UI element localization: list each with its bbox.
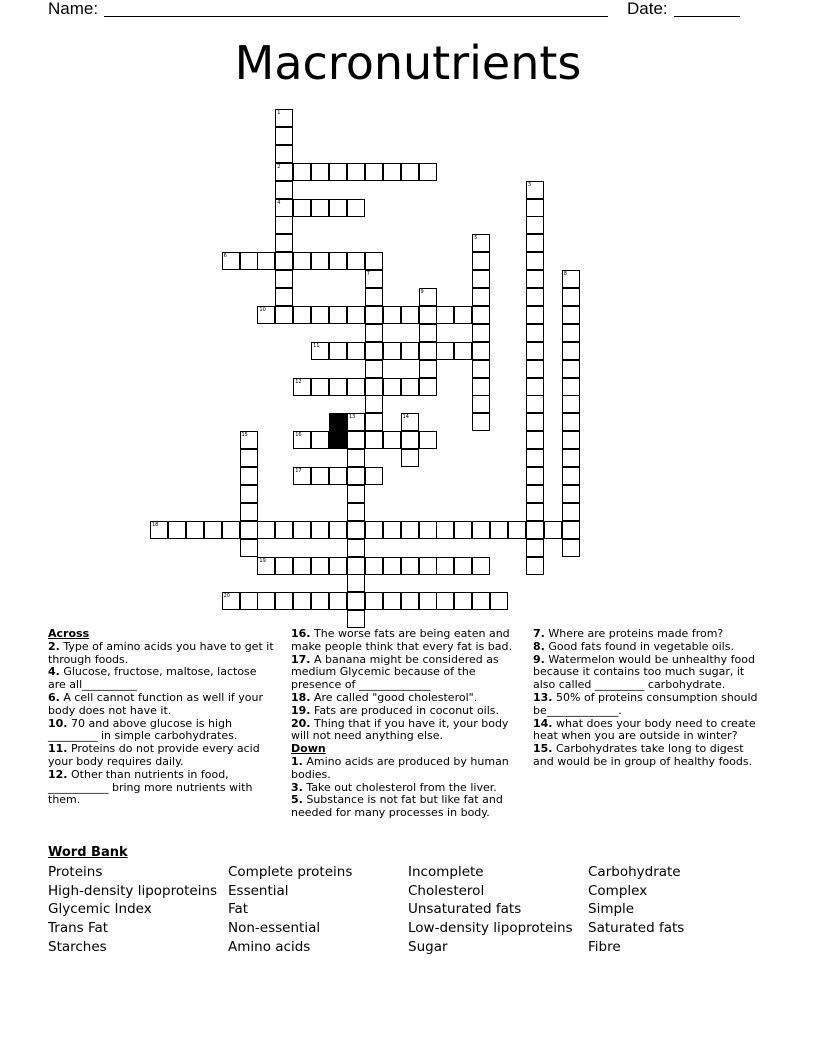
grid-cell[interactable] [275, 270, 293, 288]
grid-cell[interactable] [347, 592, 365, 610]
grid-cell[interactable] [347, 252, 365, 270]
grid-cell[interactable] [329, 378, 347, 396]
clue-number: 7. [533, 627, 545, 640]
grid-cell[interactable] [383, 163, 401, 181]
grid-cell[interactable] [419, 431, 437, 449]
grid-cell[interactable] [257, 521, 275, 539]
clues-column-2 [291, 628, 521, 820]
grid-cell[interactable] [347, 306, 365, 324]
grid-cell[interactable] [347, 521, 365, 539]
grid-cell[interactable] [347, 378, 365, 396]
grid-cell[interactable] [383, 378, 401, 396]
grid-cell[interactable] [257, 592, 275, 610]
down-clue-7: 7. Where are proteins made from? [533, 627, 724, 640]
clue-number: 14. [533, 716, 553, 730]
clue-number: 19. [291, 703, 311, 717]
grid-cell[interactable] [419, 288, 437, 306]
word-bank-item: Starches [48, 939, 107, 955]
grid-cell[interactable] [365, 163, 383, 181]
word-bank-item: Fibre [588, 939, 621, 955]
grid-cell[interactable] [257, 557, 275, 575]
grid-cell[interactable] [526, 467, 544, 485]
clue-number: 20. [291, 716, 311, 730]
grid-cell[interactable] [365, 342, 383, 360]
grid-cell[interactable] [472, 342, 490, 360]
grid-cell[interactable] [383, 557, 401, 575]
grid-cell[interactable] [472, 270, 490, 288]
word-bank-item: Trans Fat [48, 920, 109, 936]
grid-cell[interactable] [526, 449, 544, 467]
grid-cell[interactable] [526, 181, 544, 199]
grid-cell[interactable] [347, 449, 365, 467]
grid-cell[interactable] [347, 557, 365, 575]
grid-cell[interactable] [329, 199, 347, 217]
grid-cell[interactable] [526, 342, 544, 360]
grid-cell[interactable] [275, 252, 293, 270]
grid-cell[interactable] [544, 521, 562, 539]
grid-cell[interactable] [526, 539, 544, 557]
grid-cell[interactable] [329, 163, 347, 181]
black-cell [329, 431, 347, 449]
grid-cell[interactable] [490, 592, 508, 610]
grid-cell[interactable] [150, 521, 168, 539]
clue-number: 13. [533, 690, 553, 704]
cell-number: 9 [420, 289, 424, 295]
word-bank-item: Sugar [408, 939, 448, 955]
word-bank-title: Word Bank [48, 845, 128, 860]
grid-cell[interactable] [562, 503, 580, 521]
across-clue-11: 11. Proteins do not provide every acid your body requires daily. [48, 742, 260, 768]
grid-cell[interactable] [526, 360, 544, 378]
grid-cell[interactable] [472, 413, 490, 431]
grid-cell[interactable] [293, 431, 311, 449]
grid-cell[interactable] [419, 521, 437, 539]
clue-number: 11. [48, 742, 68, 756]
grid-cell[interactable] [526, 395, 544, 413]
grid-cell[interactable] [526, 378, 544, 396]
grid-cell[interactable] [347, 199, 365, 217]
grid-cell[interactable] [222, 592, 240, 610]
down-clue-15: 15. Carbohydrates take long to digest and would be in group of healthy foods. [533, 742, 753, 768]
grid-cell[interactable] [562, 467, 580, 485]
grid-cell[interactable] [347, 503, 365, 521]
grid-cell[interactable] [454, 342, 472, 360]
clue-number: 9. [533, 652, 545, 666]
cell-number: 16 [295, 432, 302, 439]
grid-cell[interactable] [257, 252, 275, 270]
word-bank-item: Glycemic Index [48, 901, 152, 917]
word-bank-item: Fat [228, 901, 249, 917]
grid-cell[interactable] [275, 127, 293, 145]
grid-cell[interactable] [347, 413, 365, 431]
grid-cell[interactable] [508, 521, 526, 539]
word-bank-item: Cholesterol [408, 883, 485, 899]
grid-cell[interactable] [293, 521, 311, 539]
grid-cell[interactable] [436, 557, 454, 575]
grid-cell[interactable] [562, 288, 580, 306]
cell-number: 12 [295, 378, 302, 385]
grid-cell[interactable] [293, 306, 311, 324]
grid-cell[interactable] [365, 592, 383, 610]
grid-cell[interactable] [365, 395, 383, 413]
grid-cell[interactable] [454, 521, 472, 539]
cell-number: 11 [313, 342, 320, 349]
word-bank-item: Complex [588, 883, 648, 899]
grid-cell[interactable] [311, 592, 329, 610]
grid-cell[interactable] [329, 252, 347, 270]
grid-cell[interactable] [275, 216, 293, 234]
grid-cell[interactable] [293, 163, 311, 181]
grid-cell[interactable] [472, 378, 490, 396]
across-heading: Across [48, 627, 90, 640]
grid-cell[interactable] [401, 306, 419, 324]
grid-cell[interactable] [329, 521, 347, 539]
grid-cell[interactable] [454, 306, 472, 324]
grid-cell[interactable] [275, 145, 293, 163]
grid-cell[interactable] [490, 521, 508, 539]
word-bank-item: Non-essential [228, 920, 321, 936]
grid-cell[interactable] [293, 592, 311, 610]
grid-cell[interactable] [275, 199, 293, 217]
grid-cell[interactable] [472, 521, 490, 539]
grid-cell[interactable] [472, 592, 490, 610]
grid-cell[interactable] [401, 521, 419, 539]
grid-cell[interactable] [293, 467, 311, 485]
down-clue-3: 3. Take out cholesterol from the liver. [291, 780, 497, 794]
across-clue-20: 20. Thing that if you have it, your body will not need anything else. [291, 716, 509, 743]
grid-cell[interactable] [472, 234, 490, 252]
grid-cell[interactable] [472, 360, 490, 378]
grid-cell[interactable] [275, 592, 293, 610]
grid-cell[interactable] [275, 557, 293, 575]
grid-cell[interactable] [526, 216, 544, 234]
grid-cell[interactable] [401, 378, 419, 396]
grid-cell[interactable] [472, 395, 490, 413]
grid-cell[interactable] [383, 431, 401, 449]
grid-cell[interactable] [257, 306, 275, 324]
grid-cell[interactable] [562, 413, 580, 431]
grid-cell[interactable] [275, 521, 293, 539]
grid-cell[interactable] [472, 288, 490, 306]
grid-cell[interactable] [472, 324, 490, 342]
cell-number: 7 [366, 271, 370, 278]
grid-cell[interactable] [365, 521, 383, 539]
cell-number: 13 [348, 414, 356, 421]
grid-cell[interactable] [472, 306, 490, 324]
cell-number: 20 [223, 593, 230, 600]
grid-cell[interactable] [419, 378, 437, 396]
cell-number: 15 [241, 432, 248, 439]
cell-number: 6 [223, 253, 227, 260]
grid-cell[interactable] [329, 467, 347, 485]
grid-cell[interactable] [347, 342, 365, 360]
grid-cell[interactable] [347, 574, 365, 592]
cell-number: 1 [277, 110, 281, 116]
grid-cell[interactable] [419, 360, 437, 378]
across-clue-17: 17. A banana might be considered as medium Glycemic because of the presence of _____________ [291, 652, 499, 692]
grid-cell[interactable] [562, 342, 580, 360]
grid-cell[interactable] [436, 342, 454, 360]
grid-cell[interactable] [419, 163, 437, 181]
grid-cell[interactable] [311, 467, 329, 485]
grid-cell[interactable] [347, 431, 365, 449]
across-clue-16: 16. The worse fats are being eaten and make people think that every fat is bad. [291, 627, 512, 653]
across-clue-10: 10. 70 and above glucose is high _________ in simple carbohydrates. [48, 716, 238, 743]
name-label: Name: [48, 0, 99, 18]
grid-cell[interactable] [311, 557, 329, 575]
word-bank-item: Essential [228, 883, 289, 899]
clue-number: 10. [48, 716, 68, 730]
down-clue-13: 13. 50% of proteins consumption should be_____________. [533, 690, 758, 717]
grid-cell[interactable] [562, 539, 580, 557]
cell-number: 14 [402, 414, 409, 421]
grid-cell[interactable] [562, 449, 580, 467]
across-clue-12: 12. Other than nutrients in food, ___________ bring more nutrients with them. [48, 767, 253, 807]
grid-cell[interactable] [365, 378, 383, 396]
clue-number: 4. [48, 665, 60, 679]
grid-cell[interactable] [275, 288, 293, 306]
cell-number: 17 [295, 468, 302, 474]
cell-number: 5 [474, 235, 478, 242]
word-bank-item: Low-density lipoproteins [408, 920, 573, 936]
clue-number: 17. [291, 652, 311, 666]
grid-cell[interactable] [436, 592, 454, 610]
grid-cell[interactable] [436, 306, 454, 324]
grid-cell[interactable] [311, 163, 329, 181]
grid-cell[interactable] [275, 181, 293, 199]
grid-cell[interactable] [240, 592, 258, 610]
grid-cell[interactable] [240, 521, 258, 539]
grid-cell[interactable] [526, 234, 544, 252]
across-clue-2: 2. Type of amino acids you have to get it through foods. [48, 639, 274, 666]
black-cell [329, 413, 347, 431]
grid-cell[interactable] [526, 199, 544, 217]
grid-cell[interactable] [526, 252, 544, 270]
grid-cell[interactable] [240, 503, 258, 521]
cell-number: 4 [277, 199, 281, 206]
grid-cell[interactable] [401, 413, 419, 431]
grid-cell[interactable] [222, 521, 240, 539]
grid-cell[interactable] [222, 252, 240, 270]
grid-cell[interactable] [365, 557, 383, 575]
grid-cell[interactable] [311, 199, 329, 217]
grid-cell[interactable] [293, 252, 311, 270]
grid-cell[interactable] [365, 306, 383, 324]
word-bank-item: Carbohydrate [588, 864, 681, 880]
grid-cell[interactable] [562, 306, 580, 324]
grid-cell[interactable] [365, 324, 383, 342]
grid-cell[interactable] [240, 485, 258, 503]
cell-number: 18 [152, 521, 159, 528]
across-clue-19: 19. Fats are produced in coconut oils. [291, 703, 500, 717]
grid-cell[interactable] [275, 109, 293, 127]
grid-cell[interactable] [365, 252, 383, 270]
clue-number: 15. [533, 742, 553, 756]
clue-number: 3. [291, 780, 303, 794]
grid-cell[interactable] [562, 378, 580, 396]
grid-cell[interactable] [240, 252, 258, 270]
grid-cell[interactable] [365, 288, 383, 306]
clue-number: 2. [48, 639, 60, 653]
grid-cell[interactable] [526, 288, 544, 306]
down-clue-14: 14. what does your body need to create heat when you are outside in winter? [533, 716, 756, 743]
grid-cell[interactable] [401, 449, 419, 467]
grid-cell[interactable] [365, 360, 383, 378]
grid-cell[interactable] [311, 431, 329, 449]
grid-cell[interactable] [329, 592, 347, 610]
grid-cell[interactable] [526, 413, 544, 431]
grid-cell[interactable] [401, 431, 419, 449]
grid-cell[interactable] [329, 306, 347, 324]
grid-cell[interactable] [240, 539, 258, 557]
grid-cell[interactable] [401, 592, 419, 610]
cell-number: 3 [527, 181, 532, 188]
grid-cell[interactable] [311, 342, 329, 360]
word-bank-item: Proteins [48, 864, 103, 880]
word-bank-item: Unsaturated fats [408, 901, 522, 917]
grid-cell[interactable] [472, 252, 490, 270]
grid-cell[interactable] [365, 270, 383, 288]
grid-cell[interactable] [526, 431, 544, 449]
grid-cell[interactable] [454, 557, 472, 575]
grid-cell[interactable] [311, 252, 329, 270]
grid-cell[interactable] [419, 557, 437, 575]
word-bank-item: Incomplete [408, 864, 484, 880]
page-title: Macronutrients [234, 36, 582, 90]
grid-cell[interactable] [240, 449, 258, 467]
grid-cell[interactable] [204, 521, 222, 539]
clue-number: 6. [48, 690, 60, 704]
cell-number: 10 [259, 306, 266, 313]
grid-cell[interactable] [419, 306, 437, 324]
cell-number: 8 [563, 271, 567, 278]
grid-cell[interactable] [419, 592, 437, 610]
grid-cell[interactable] [562, 395, 580, 413]
clue-number: 8. [533, 639, 545, 653]
grid-cell[interactable] [419, 342, 437, 360]
grid-cell[interactable] [562, 431, 580, 449]
word-bank-item: Saturated fats [588, 920, 685, 936]
grid-cell[interactable] [526, 324, 544, 342]
grid-cell[interactable] [311, 378, 329, 396]
cell-number: 2 [277, 163, 281, 170]
grid-cell[interactable] [275, 306, 293, 324]
across-clues-column-1 [48, 628, 274, 807]
down-clue-9: 9. Watermelon would be unhealthy food because it contains too much sugar, it also called _________ carbohydrate. [533, 652, 755, 692]
grid-cell[interactable] [293, 378, 311, 396]
grid-cell[interactable] [454, 592, 472, 610]
grid-cell[interactable] [329, 342, 347, 360]
grid-cell[interactable] [401, 342, 419, 360]
grid-cell[interactable] [562, 360, 580, 378]
grid-cell[interactable] [383, 521, 401, 539]
across-clue-18: 18. Are called "good cholesterol". [291, 690, 478, 704]
clue-number: 5. [291, 793, 303, 807]
grid-cell[interactable] [365, 431, 383, 449]
grid-cell[interactable] [401, 557, 419, 575]
grid-cell[interactable] [347, 485, 365, 503]
grid-cell[interactable] [526, 485, 544, 503]
grid-cell[interactable] [365, 467, 383, 485]
clue-number: 16. [291, 627, 311, 640]
grid-cell[interactable] [329, 557, 347, 575]
down-clues-column-3 [533, 628, 767, 769]
grid-cell[interactable] [168, 521, 186, 539]
word-bank-item: Complete proteins [228, 864, 353, 880]
grid-cell[interactable] [293, 557, 311, 575]
grid-cell[interactable] [526, 270, 544, 288]
grid-cell[interactable] [526, 306, 544, 324]
grid-cell[interactable] [401, 163, 419, 181]
grid-cell[interactable] [383, 592, 401, 610]
grid-cell[interactable] [347, 539, 365, 557]
grid-cell[interactable] [419, 324, 437, 342]
down-clue-8: 8. Good fats found in vegetable oils. [533, 639, 734, 653]
grid-cell[interactable] [293, 199, 311, 217]
grid-cell[interactable] [562, 270, 580, 288]
grid-cell[interactable] [240, 431, 258, 449]
word-bank-item: High-density lipoproteins [48, 883, 218, 899]
grid-cell[interactable] [311, 521, 329, 539]
grid-cell[interactable] [186, 521, 204, 539]
clue-number: 1. [291, 754, 303, 768]
down-clue-5: 5. Substance is not fat but like fat and needed for many processes in body. [291, 793, 503, 820]
grid-cell[interactable] [526, 557, 544, 575]
word-bank-item: Amino acids [228, 939, 311, 955]
clue-number: 12. [48, 767, 68, 781]
grid-cell[interactable] [526, 521, 544, 539]
grid-cell[interactable] [365, 413, 383, 431]
grid-cell[interactable] [526, 503, 544, 521]
grid-cell[interactable] [562, 485, 580, 503]
grid-cell[interactable] [472, 557, 490, 575]
grid-cell[interactable] [562, 521, 580, 539]
grid-cell[interactable] [347, 163, 365, 181]
grid-cell[interactable] [347, 610, 365, 628]
down-clue-1: 1. Amino acids are produced by human bodies. [291, 754, 509, 781]
down-heading: Down [291, 742, 326, 756]
grid-cell[interactable] [275, 163, 293, 181]
grid-cell[interactable] [436, 521, 454, 539]
across-clue-6: 6. A cell cannot function as well if your body does not have it. [48, 690, 263, 717]
grid-cell[interactable] [383, 306, 401, 324]
across-clue-4: 4. Glucose, fructose, maltose, lactose are all__________ [48, 665, 257, 692]
grid-cell[interactable] [347, 467, 365, 485]
word-bank-item: Simple [588, 901, 635, 917]
grid-cell[interactable] [383, 342, 401, 360]
clue-number: 18. [291, 690, 311, 704]
grid-cell[interactable] [311, 306, 329, 324]
grid-cell[interactable] [275, 234, 293, 252]
grid-cell[interactable] [240, 467, 258, 485]
grid-cell[interactable] [562, 324, 580, 342]
cell-number: 19 [259, 557, 266, 564]
date-label: Date: [627, 0, 668, 18]
